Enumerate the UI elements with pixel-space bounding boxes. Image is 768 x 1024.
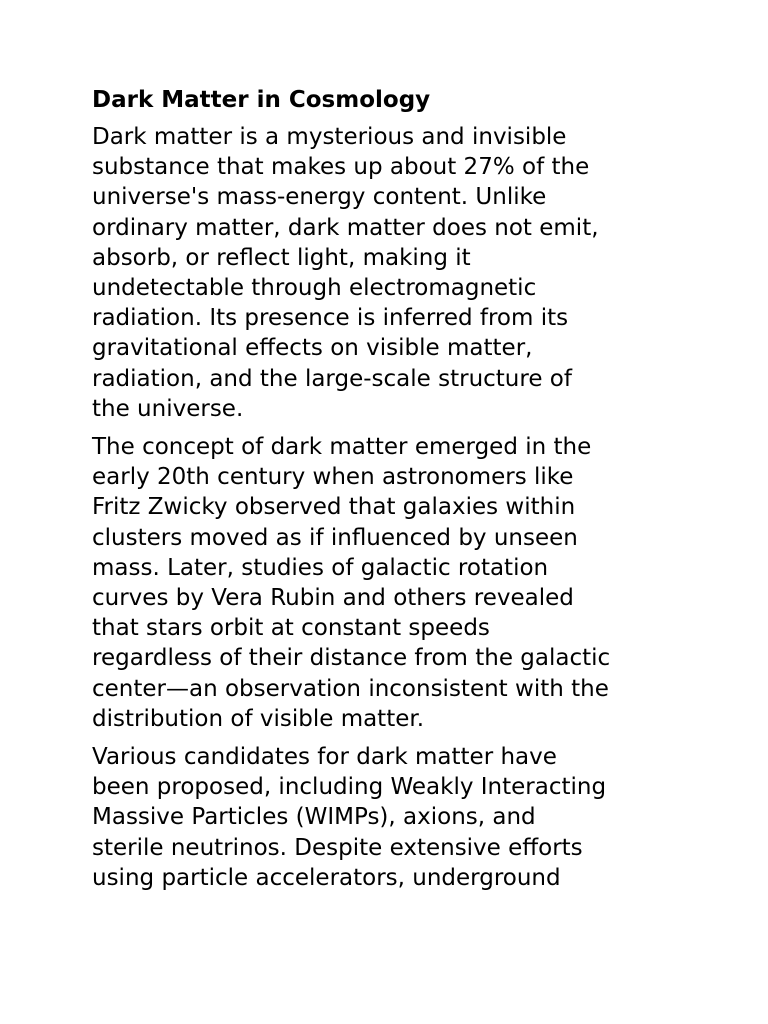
text-line: universe's mass-energy content. Unlike [92, 184, 547, 211]
text-line: Various candidates for dark matter have [92, 744, 557, 771]
text-line: sterile neutrinos. Despite extensive efforts [92, 834, 583, 861]
document-title: Dark Matter in Cosmology [92, 87, 431, 113]
paragraph-3 [92, 742, 692, 893]
text-line: Dark matter is a mysterious and invisible [92, 124, 567, 150]
text-line: Fritz Zwicky observed that galaxies within [92, 494, 576, 521]
text-line: regardless of their distance from the galactic [92, 645, 611, 672]
paragraph-2 [92, 432, 692, 734]
text-line: early 20th century when astronomers like [92, 464, 574, 491]
text-line: been proposed, including Weakly Interacting [92, 774, 607, 801]
text-line: distribution of visible matter. [92, 705, 425, 732]
text-line: Massive Particles (WIMPs), axions, and [92, 804, 536, 831]
text-line: that stars orbit at constant speeds [92, 615, 490, 642]
text-line: gravitational effects on visible matter, [92, 335, 533, 362]
paragraph-1 [92, 122, 692, 424]
text-line: radiation. Its presence is inferred from its [92, 305, 569, 332]
text-line: mass. Later, studies of galactic rotation [92, 554, 549, 581]
text-line: the universe. [92, 395, 244, 422]
text-line: absorb, or reflect light, making it [92, 244, 471, 271]
text-line: The concept of dark matter emerged in the [92, 434, 592, 461]
text-line: undetectable through electromagnetic [92, 275, 537, 302]
text-line: substance that makes up about 27% of the [92, 154, 590, 181]
text-line: clusters moved as if influenced by unseen [92, 524, 578, 551]
text-line: using particle accelerators, underground [92, 864, 561, 891]
text-line: curves by Vera Rubin and others revealed [92, 585, 574, 612]
text-line: ordinary matter, dark matter does not emit, [92, 214, 599, 241]
document-content [92, 84, 692, 901]
text-line: radiation, and the large-scale structure of [92, 365, 572, 392]
text-line: center—an observation inconsistent with the [92, 675, 609, 702]
